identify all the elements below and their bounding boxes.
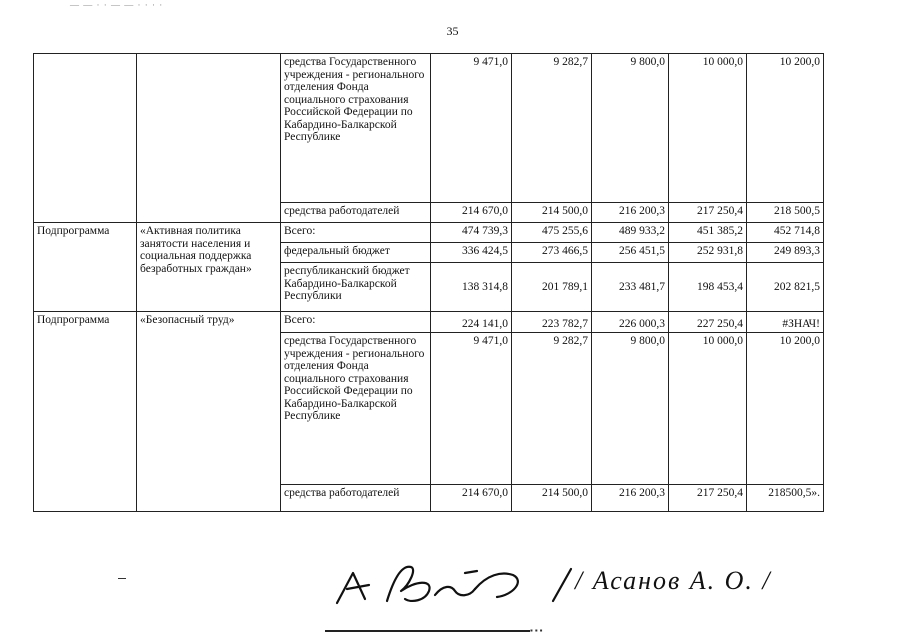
- value-cell: 217 250,4: [669, 485, 747, 512]
- value-cell: 336 424,5: [431, 243, 512, 263]
- value-cell: 218 500,5: [747, 203, 824, 223]
- value-cell: 224 141,0: [431, 312, 512, 333]
- subprogram-type-cell: Подпрограмма: [34, 312, 137, 512]
- value-cell: 214 500,0: [512, 203, 592, 223]
- value-cell: 256 451,5: [592, 243, 669, 263]
- funding-source-cell: республиканский бюджет Кабардино-Балкарской Республики: [281, 263, 431, 312]
- subprogram-name-cell: [137, 54, 281, 223]
- budget-table: [33, 53, 824, 512]
- value-cell: 9 471,0: [431, 333, 512, 485]
- scan-artifact-marks: — — · · — — · · · ·: [70, 0, 164, 10]
- page-number: 35: [446, 24, 459, 38]
- table-row: [34, 223, 824, 243]
- value-cell: 489 933,2: [592, 223, 669, 243]
- funding-source-cell: средства работодателей: [281, 203, 431, 223]
- subprogram-name-cell: «Активная политика занятости населения и социальная поддержка безработных граждан»: [137, 223, 281, 312]
- value-cell: 273 466,5: [512, 243, 592, 263]
- value-cell: 218500,5».: [747, 485, 824, 512]
- value-cell: 217 250,4: [669, 203, 747, 223]
- value-cell: 474 739,3: [431, 223, 512, 243]
- funding-source-cell: Всего:: [281, 223, 431, 243]
- value-cell: 214 670,0: [431, 485, 512, 512]
- table-row: [34, 54, 824, 203]
- value-cell: #ЗНАЧ!: [747, 312, 824, 333]
- funding-source-cell: средства работодателей: [281, 485, 431, 512]
- scan-artifact-dots: ▪ ▪ ▪: [530, 626, 543, 635]
- value-cell: 214 500,0: [512, 485, 592, 512]
- value-cell: 9 282,7: [512, 333, 592, 485]
- funding-source-cell: Всего:: [281, 312, 431, 333]
- funding-source-cell: средства Государственного учреждения - регионального отделения Фонда социального страхования Российской Федерации по Кабардино-Балкарской Республике: [281, 54, 431, 203]
- table-row: [34, 312, 824, 333]
- value-cell: 9 282,7: [512, 54, 592, 203]
- value-cell: 252 931,8: [669, 243, 747, 263]
- value-cell: 10 000,0: [669, 333, 747, 485]
- value-cell: 227 250,4: [669, 312, 747, 333]
- value-cell: 10 000,0: [669, 54, 747, 203]
- value-cell: 10 200,0: [747, 54, 824, 203]
- signature-name: / Асанов А. О. /: [575, 566, 772, 595]
- value-cell: 201 789,1: [512, 263, 592, 312]
- funding-source-cell: федеральный бюджет: [281, 243, 431, 263]
- value-cell: 226 000,3: [592, 312, 669, 333]
- value-cell: 475 255,6: [512, 223, 592, 243]
- value-cell: 233 481,7: [592, 263, 669, 312]
- subprogram-type-cell: Подпрограмма: [34, 223, 137, 312]
- value-cell: 9 800,0: [592, 54, 669, 203]
- value-cell: 223 782,7: [512, 312, 592, 333]
- value-cell: 451 385,2: [669, 223, 747, 243]
- value-cell: 216 200,3: [592, 203, 669, 223]
- scan-dash-mark: [118, 578, 126, 579]
- value-cell: 214 670,0: [431, 203, 512, 223]
- value-cell: 10 200,0: [747, 333, 824, 485]
- value-cell: 216 200,3: [592, 485, 669, 512]
- value-cell: 9 471,0: [431, 54, 512, 203]
- value-cell: 249 893,3: [747, 243, 824, 263]
- value-cell: 202 821,5: [747, 263, 824, 312]
- value-cell: 198 453,4: [669, 263, 747, 312]
- value-cell: 9 800,0: [592, 333, 669, 485]
- subprogram-name-cell: «Безопасный труд»: [137, 312, 281, 512]
- funding-source-cell: средства Государственного учреждения - регионального отделения Фонда социального страхования Российской Федерации по Кабардино-Балкарской Республике: [281, 333, 431, 485]
- value-cell: 138 314,8: [431, 263, 512, 312]
- value-cell: 452 714,8: [747, 223, 824, 243]
- subprogram-type-cell: [34, 54, 137, 223]
- bottom-rule: [325, 630, 530, 632]
